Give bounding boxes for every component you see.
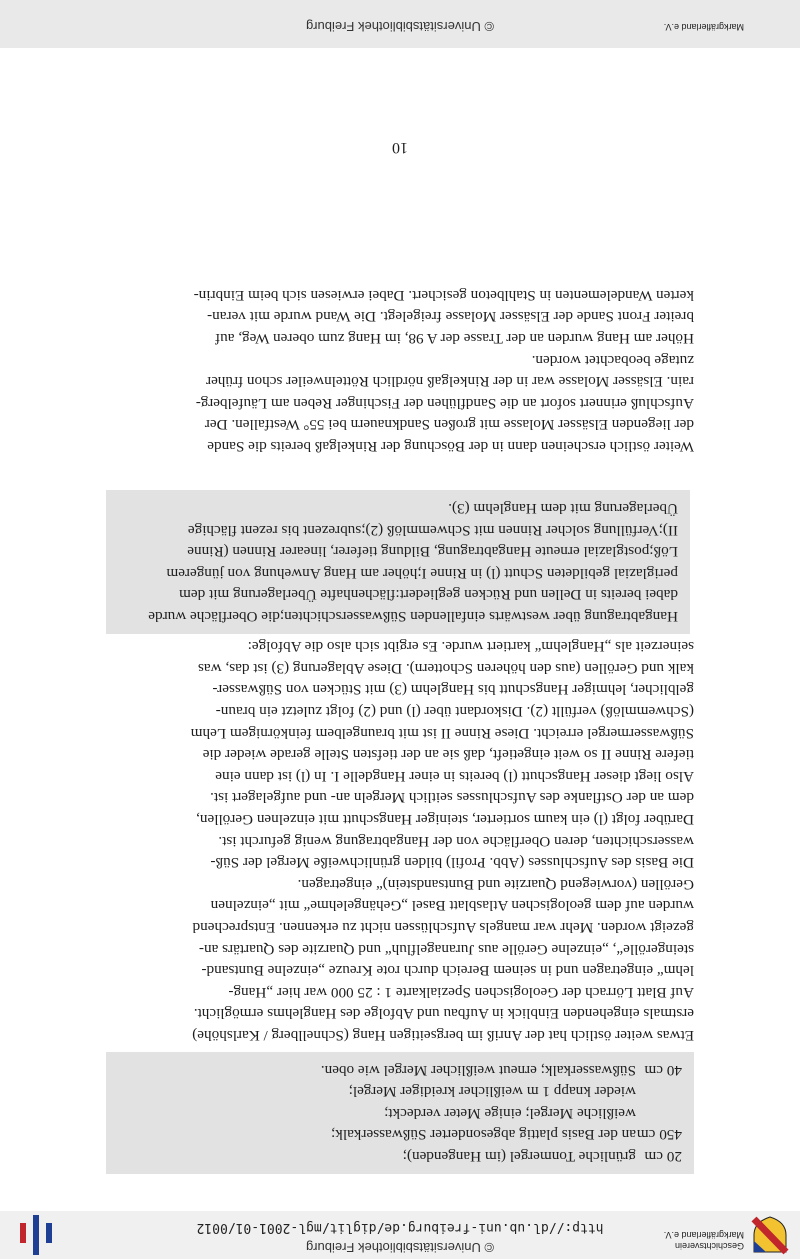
university-library-icon xyxy=(14,1213,58,1257)
text-line: rain. Elsässer Molasse war in der Rinkelgaß nördlich Röttelnweiler schon früher xyxy=(206,373,694,391)
text-line: gelblicher, lehmiger Hangschutt bis Hanglehm (3) mit Stücken von Süßwasser- xyxy=(212,681,694,699)
text-line: dem an der Ostflanke des Aufschlusses seitlich Mergeln an- und aufgelagert ist. xyxy=(210,789,694,807)
text-line: wurden auf dem geologischen Atlasblatt Basel „Gehängelehme“ mit „einzelnen xyxy=(210,897,694,915)
text-line: Geröllen (vorwiegend Quarzite und Buntsandstein)“ eingetragen. xyxy=(297,875,694,893)
text-line: der liegenden Elsässer Molasse mit großen Sandknauern bei 55° Westfallen. Der xyxy=(204,416,694,434)
text-line: Auf Blatt Lörrach der Geologischen Spezialkarte 1 : 25 000 war hier „Hang- xyxy=(228,983,694,1001)
page-url[interactable]: http://dl.ub.uni-freiburg.de/diglit/mgl-2001-01/0012 xyxy=(196,1220,604,1235)
footer-society: Markgräflerland e.V. xyxy=(663,22,744,32)
paragraph-molasse xyxy=(102,284,694,457)
layer-row xyxy=(118,1059,682,1081)
layer-row xyxy=(118,1081,682,1146)
text-line: Weiter östlich erscheinen dann in der Böschung der Rinkelgaß bereits die Sande xyxy=(207,438,694,455)
copyright-text: © Universitätsbibliothek Freiburg xyxy=(305,1240,495,1255)
text-line: erstmals eingehenden Einblick in Aufbau und Abfolge des Hanglehms ermöglicht. xyxy=(193,1005,694,1023)
text-line: Die Basis des Aufschlusses (Abb. Profil) bilden grünlichweiße Mergel der Süß- xyxy=(210,854,694,872)
layer-depth: 40 cm xyxy=(644,1061,682,1079)
layer-table xyxy=(106,1052,694,1174)
text-line: Darüber folgt (l) ein kaum sortierter, steiniger Hangschutt mit einzelnen Geröllen, xyxy=(196,811,694,829)
paragraph-hanglehm xyxy=(102,636,694,1046)
text-line: Höher am Hang wurden an der Trasse der A 98, im Hang zum oberen Weg, auf xyxy=(215,330,694,348)
layer-line: grünliche Tonmergel (im Hangenden); xyxy=(402,1148,636,1165)
text-line: Aufschluß erinnert sofort an die Sandflühen der Fischinger Reben am Läufelberg- xyxy=(195,394,694,412)
text-line: gezeigt worden. Mehr war mangels Aufschlüssen nicht zu erkennen. Entsprechend xyxy=(192,919,694,937)
society-line: Markgräflerland e.V. xyxy=(663,1230,744,1240)
text-line: steingerölle“, „einzelne Gerölle aus Juranagelfluh“ und Quarzite des Quartärs an- xyxy=(198,940,694,958)
text-line: kalk und Geröllen (aus den höheren Schottern). Diese Ablagerung (3) ist das, was xyxy=(198,659,694,677)
text-line: höher am Hang Anwehung von jüngerem Löß; xyxy=(166,543,678,582)
text-line: Hangabtragung über westwärts einfallenden Süßwasserschichten; xyxy=(279,608,678,625)
footer-band xyxy=(0,0,800,48)
text-line: die Oberfläche wurde dabei bereits in Dellen und Rücken gegliedert: xyxy=(148,586,678,625)
text-line: seinerzeit als „Hanglehm“ kartiert wurde. Es ergibt sich also die Abfolge: xyxy=(247,638,694,656)
document-page xyxy=(0,48,800,1211)
text-line: postglazial erneute Hangabtragung, Bildung tieferer, linearer Rinnen (Rinne II); xyxy=(187,521,678,561)
layer-line: an der Basis plattig abgesonderter Süßwasserkalk; xyxy=(331,1126,636,1144)
header-band xyxy=(0,1211,800,1259)
text-line: lehm“ eingetragen und in seinem Bereich durch rote Kreuze „einzelne Buntsand- xyxy=(201,962,694,980)
layer-description xyxy=(118,1059,636,1081)
page-number: 10 xyxy=(392,139,408,156)
layer-line: weißliche Mergel; einige Meter verdeckt; xyxy=(384,1104,636,1122)
society-line: Geschichtsverein xyxy=(674,1241,744,1251)
sequence-box xyxy=(106,490,690,634)
text-line: (Schwemmlöß) verfüllt (2). Diskordant über (l) und (2) folgt zuletzt ein braun- xyxy=(215,703,694,721)
layer-depth: 450 cm xyxy=(636,1126,682,1144)
text-line: breiter Front Sande der Elsässer Molasse freigelegt. Die Wand wurde mit veran- xyxy=(207,308,694,326)
layer-row xyxy=(118,1145,682,1167)
footer-copyright: © Universitätsbibliothek Freiburg xyxy=(305,19,495,34)
text-line: flächenhafte Überlagerung mit dem periglazial gebildeten Schutt (l) in Rinne I; xyxy=(179,564,678,604)
layer-description xyxy=(118,1145,636,1167)
text-line: zutage beobachtet worden. xyxy=(531,351,694,369)
text-line: Verfüllung solcher Rinnen mit Schwemmlöß (2); xyxy=(361,521,659,539)
text-line: tiefere Rinne II so weit eingetieft, daß sie an der tiefsten Stelle gerade wieder die xyxy=(202,746,694,764)
layer-description xyxy=(118,1081,636,1146)
text-line: wasserschichten, deren Oberfläche von der Hangabtragung wenig gefurcht ist. xyxy=(218,832,694,850)
text-line: kerten Wandelementen in Stahlbeton gesichert. Dabei erwiesen sich beim Einbrin- xyxy=(193,286,694,304)
text-line: Süßwassermergel erreicht. Diese Rinne II ist mit braungelbem feinkörnigem Lehm xyxy=(190,724,694,742)
text-line: Also liegt dieser Hangschutt (l) bereits in einer Hangdelle I. In (l) ist dann eine xyxy=(215,767,694,785)
layer-line: Süßwasserkalk; erneut weißlicher Mergel wie oben. xyxy=(320,1061,636,1079)
text-line: subrezent bis rezent flächige Überlagerung mit dem Hanglehm (3). xyxy=(187,500,678,539)
text-line: Etwas weiter östlich hat der Anriß im bergseitigen Hang (Schnellberg / Karlshöhe) xyxy=(192,1027,694,1044)
layer-depth: 20 cm xyxy=(644,1148,682,1165)
layer-line: wieder knapp 1 m weißlicher kreidiger Mergel; xyxy=(348,1083,636,1101)
